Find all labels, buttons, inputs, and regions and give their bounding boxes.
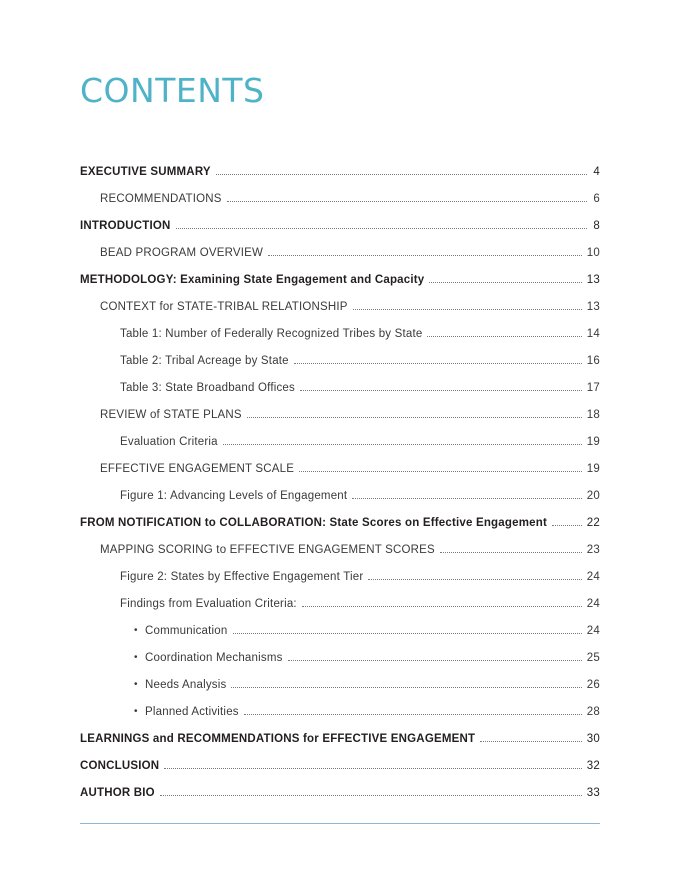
dot-leader — [480, 741, 582, 742]
dot-leader — [368, 579, 581, 580]
toc-entry[interactable] — [80, 509, 600, 536]
bullet-icon: • — [134, 625, 138, 636]
toc-entry[interactable] — [80, 347, 600, 374]
dot-leader — [353, 309, 582, 310]
dot-leader — [176, 228, 587, 229]
dot-leader — [288, 660, 582, 661]
dot-leader — [300, 390, 582, 391]
toc-entry-page-number: 8 — [593, 219, 600, 232]
bullet-icon: • — [134, 679, 138, 690]
dot-leader — [299, 471, 582, 472]
toc-entry-label: INTRODUCTION — [80, 219, 171, 232]
toc-entry-page-number: 17 — [586, 381, 600, 394]
toc-entry-page-number: 19 — [586, 435, 600, 448]
toc-entry-page-number: 16 — [586, 354, 600, 367]
dot-leader — [294, 363, 582, 364]
toc-entry-label: Table 1: Number of Federally Recognized Tribes by State — [120, 327, 423, 340]
bullet-icon: • — [134, 706, 138, 717]
toc-entry-label: MAPPING SCORING to EFFECTIVE ENGAGEMENT SCORES — [100, 543, 435, 556]
toc-entry-page-number: 4 — [593, 165, 600, 178]
toc-entry[interactable] — [80, 482, 600, 509]
toc-entry-page-number: 23 — [586, 543, 600, 556]
toc-entry[interactable] — [80, 698, 600, 725]
dot-leader — [231, 687, 581, 688]
toc-entry[interactable] — [80, 239, 600, 266]
toc-entry[interactable] — [80, 212, 600, 239]
toc-entry-label: Figure 1: Advancing Levels of Engagement — [120, 489, 348, 502]
toc-entry-label: Needs Analysis — [145, 678, 227, 691]
toc-entry-label: Table 3: State Broadband Offices — [120, 381, 295, 394]
toc-entry-page-number: 13 — [586, 300, 600, 313]
toc-entry-page-number: 10 — [586, 246, 600, 259]
toc-entry-label: Table 2: Tribal Acreage by State — [120, 354, 289, 367]
toc-entry-label: Figure 2: States by Effective Engagement Tier — [120, 570, 364, 583]
toc-entry-page-number: 20 — [586, 489, 600, 502]
toc-entry-page-number: 24 — [586, 597, 600, 610]
toc-entry[interactable] — [80, 725, 600, 752]
footer-rule — [80, 823, 600, 824]
toc-entry-page-number: 22 — [586, 516, 600, 529]
toc-entry[interactable] — [80, 320, 600, 347]
dot-leader — [302, 606, 582, 607]
toc-entry[interactable] — [80, 293, 600, 320]
dot-leader — [164, 768, 581, 769]
page-title: CONTENTS — [80, 71, 265, 110]
dot-leader — [427, 336, 581, 337]
dot-leader — [552, 525, 582, 526]
toc-entry-label: RECOMMENDATIONS — [100, 192, 222, 205]
toc-entry-label: EFFECTIVE ENGAGEMENT SCALE — [100, 462, 295, 475]
toc-entry[interactable] — [80, 455, 600, 482]
table-of-contents — [80, 158, 600, 806]
toc-entry-label: AUTHOR BIO — [80, 786, 155, 799]
dot-leader — [160, 795, 582, 796]
dot-leader — [244, 714, 582, 715]
toc-entry-label: EXECUTIVE SUMMARY — [80, 165, 211, 178]
dot-leader — [440, 552, 582, 553]
toc-entry-page-number: 24 — [586, 570, 600, 583]
toc-entry[interactable] — [80, 590, 600, 617]
toc-entry-page-number: 25 — [586, 651, 600, 664]
toc-entry[interactable] — [80, 752, 600, 779]
toc-entry-label: Coordination Mechanisms — [145, 651, 283, 664]
dot-leader — [429, 282, 581, 283]
toc-entry-page-number: 19 — [586, 462, 600, 475]
dot-leader — [352, 498, 582, 499]
dot-leader — [216, 174, 587, 175]
toc-entry-label: CONCLUSION — [80, 759, 160, 772]
toc-entry-page-number: 13 — [586, 273, 600, 286]
dot-leader — [227, 201, 587, 202]
toc-entry[interactable] — [80, 779, 600, 806]
toc-entry-page-number: 6 — [593, 192, 600, 205]
dot-leader — [233, 633, 582, 634]
toc-entry-label: FROM NOTIFICATION to COLLABORATION: State Scores on Effective Engagement — [80, 516, 547, 529]
bullet-icon: • — [134, 652, 138, 663]
toc-entry-label: LEARNINGS and RECOMMENDATIONS for EFFECTIVE ENGAGEMENT — [80, 732, 476, 745]
toc-entry[interactable] — [80, 644, 600, 671]
toc-entry-label: Findings from Evaluation Criteria: — [120, 597, 297, 610]
toc-entry[interactable] — [80, 617, 600, 644]
toc-entry[interactable] — [80, 158, 600, 185]
toc-entry-page-number: 14 — [586, 327, 600, 340]
toc-entry[interactable] — [80, 374, 600, 401]
toc-entry-page-number: 26 — [586, 678, 600, 691]
toc-entry-page-number: 30 — [586, 732, 600, 745]
toc-entry-label: CONTEXT for STATE-TRIBAL RELATIONSHIP — [100, 300, 348, 313]
toc-entry-page-number: 24 — [586, 624, 600, 637]
toc-entry-label: BEAD PROGRAM OVERVIEW — [100, 246, 264, 259]
toc-entry[interactable] — [80, 536, 600, 563]
toc-entry-label: METHODOLOGY: Examining State Engagement and Capacity — [80, 273, 425, 286]
dot-leader — [223, 444, 582, 445]
dot-leader — [268, 255, 582, 256]
toc-entry[interactable] — [80, 401, 600, 428]
toc-entry-page-number: 32 — [586, 759, 600, 772]
toc-entry[interactable] — [80, 563, 600, 590]
dot-leader — [247, 417, 582, 418]
toc-entry-page-number: 28 — [586, 705, 600, 718]
toc-entry-label: Communication — [145, 624, 228, 637]
toc-entry-label: Evaluation Criteria — [120, 435, 218, 448]
toc-entry-page-number: 33 — [586, 786, 600, 799]
toc-entry-page-number: 18 — [586, 408, 600, 421]
toc-entry-label: REVIEW of STATE PLANS — [100, 408, 242, 421]
toc-entry[interactable] — [80, 185, 600, 212]
toc-entry[interactable] — [80, 428, 600, 455]
toc-entry[interactable] — [80, 671, 600, 698]
toc-entry[interactable] — [80, 266, 600, 293]
toc-entry-label: Planned Activities — [145, 705, 239, 718]
